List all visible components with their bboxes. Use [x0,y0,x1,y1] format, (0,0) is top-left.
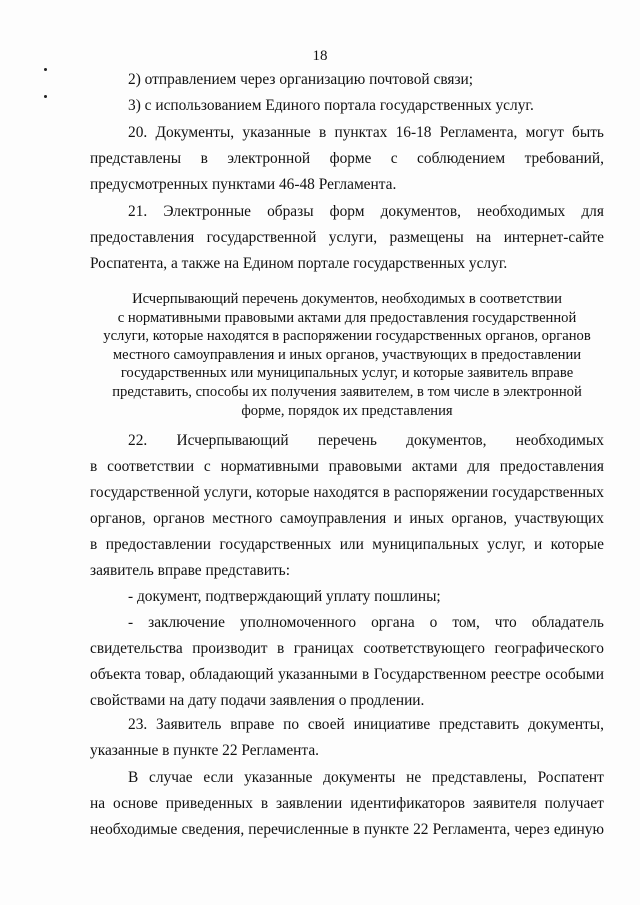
word: 23. [128,716,148,733]
list-item: - документ, подтверждающий уплату пошлины; [128,588,441,605]
text-line [90,712,604,738]
text-line: предусмотренных пунктами 46-48 Регламента. [90,176,397,193]
word: 21. [128,203,148,220]
word: необходимых [515,432,604,449]
word: которые [256,484,310,501]
word: электронной [227,150,311,167]
text-line: Роспатента, а также на Едином портале государственных услуг. [90,255,508,272]
word: 20. [128,124,148,141]
word: получает [544,795,604,812]
word: документов, [380,203,461,220]
word: в [200,150,208,167]
word: товар, [145,666,186,683]
word: самоуправления [279,510,387,527]
word: представлены [90,150,182,167]
word: муниципальных [372,536,479,553]
text-line [90,199,604,225]
word: если [203,769,234,786]
word: инициативе [353,716,431,733]
word: свидетельства [90,640,183,657]
word: с [203,458,211,475]
word: в [382,484,390,501]
word: требований, [524,150,604,167]
word: предоставления [499,458,604,475]
paragraph-document-list [90,584,604,714]
word: уполномоченного [239,614,357,631]
word: реестре [490,666,541,683]
text-line: свойствами на дату подачи заявления о продлении. [90,692,425,709]
text-line [90,428,604,454]
word: в [362,666,370,683]
heading-line: услуги, которые находятся в распоряжении государственных органов, органов [103,328,591,345]
text-line [90,480,604,506]
paragraph-rospatent [90,765,604,843]
word: предоставления [90,229,195,246]
word: в [276,640,285,657]
word: указанные [244,769,313,786]
word: заявителя [472,795,537,812]
word: необходимых [477,203,566,220]
word: или [339,536,364,553]
word: обладатель [531,614,604,631]
word: форм [329,203,365,220]
scan-speck [44,95,47,98]
text-line: заявитель вправе представить: [90,562,290,579]
word: актами [411,458,458,475]
word: местного [212,510,273,527]
text-line [90,662,604,688]
word: на [90,795,106,812]
section-heading [90,290,604,420]
word: документы [323,769,396,786]
word: размещены [389,229,464,246]
heading-line: представить, способы их получения заявителем, в том числе в электронной [112,383,582,400]
word: органа [371,614,415,631]
paragraph-21 [90,199,604,277]
text-line [90,146,604,172]
word: Документы, [155,124,235,141]
word: государственных [219,536,332,553]
word: образы [267,203,314,220]
heading-line: местного самоуправления и иных органов, участвующих в предоставлении [112,346,582,363]
word: не [406,769,422,786]
word: основе [112,795,158,812]
list-item [90,610,604,636]
word: государственных [492,484,604,501]
heading-line: Исчерпывающий перечень документов, необходимых в соответствии [132,291,562,307]
word: географического [494,640,604,657]
word: - [128,614,134,631]
word: идентификаторов [350,795,466,812]
word: иных [409,510,444,527]
word: на [476,229,492,246]
word: Заявитель [156,716,222,733]
word: приведенных [165,795,253,812]
word: в [90,536,98,553]
word: соответствии [107,458,195,475]
word: для [581,203,604,220]
word: необходимые [90,821,178,838]
word: государственной [206,229,317,246]
word: документы, [527,716,604,733]
word: 22. [128,432,148,449]
word: вправе [230,716,275,733]
word: своей [307,716,345,733]
scan-speck [44,68,47,71]
word: соответствующего [363,640,485,657]
page-number: 18 [312,48,328,64]
word: обладающий [189,666,274,683]
paragraph-submission-methods [90,67,604,119]
word: случае [149,769,193,786]
word: форме [329,150,372,167]
text-line: 2) отправлением через организацию почтовой связи; [128,71,474,88]
word: в [90,458,98,475]
word: интернет-сайте [503,229,604,246]
word: находятся [313,484,379,501]
word: что [494,614,517,631]
word: участвующих [514,510,604,527]
text-line: указанные в пункте 22 Регламента. [90,742,320,759]
text-line [90,454,604,480]
text-line: 3) с использованием Единого портала государственных услуг. [128,97,534,114]
word: объекта [90,666,141,683]
heading-line: государственных или муниципальных услуг, и которые заявитель вправе [120,365,574,382]
word: Регламента, [432,821,511,838]
word: в [260,795,269,812]
text-line [90,120,604,146]
word: Государственном [373,666,487,683]
paragraph-23 [90,712,604,764]
word: Исчерпывающий [176,432,289,449]
word: услуги, [203,484,253,501]
word: перечисленные [248,821,349,838]
word: указанными [278,666,358,683]
word: органов, [451,510,507,527]
word: пунктах [334,124,388,141]
word: которые [550,536,604,553]
word: особыми [545,666,604,683]
word: нормативными [220,458,319,475]
word: о [429,614,438,631]
word: представить [438,716,520,733]
word: представлены, [431,769,527,786]
text-line [90,791,604,817]
word: заявлении [276,795,343,812]
word: указанные [242,124,311,141]
paragraph-22 [90,428,604,584]
word: через [514,821,550,838]
word: услуг, [487,536,526,553]
word: быть [572,124,604,141]
word: для [467,458,490,475]
word: 16-18 [395,124,432,141]
word: единую [553,821,604,838]
word: государственной [90,484,200,501]
text-line [90,532,604,558]
text-line [90,817,604,843]
word: пункте [363,821,409,838]
heading-line: форме, порядок их представления [241,402,453,419]
text-line [90,636,604,662]
word: услуги, [328,229,378,246]
word: в [352,821,360,838]
word: перечень [317,432,377,449]
word: с [390,150,398,167]
word: правовыми [328,458,402,475]
word: заключение [148,614,225,631]
word: том, [452,614,480,631]
word: распоряжении [394,484,489,501]
word: В [128,769,139,786]
word: и [534,536,543,553]
word: Роспатент [537,769,604,786]
word: документов, [406,432,487,449]
word: Электронные [163,203,252,220]
word: органов [153,510,205,527]
heading-line: с нормативными правовыми актами для предоставления государственной [117,309,577,326]
text-line [90,225,604,251]
word: границах [293,640,354,657]
word: по [283,716,300,733]
text-line [90,765,604,791]
word: органов, [90,510,146,527]
word: и [393,510,402,527]
word: в [318,124,327,141]
word: производит [192,640,268,657]
word: сведения, [181,821,245,838]
word: соблюдением [417,150,506,167]
word: 22 [413,821,429,838]
word: предоставлении [105,536,212,553]
paragraph-20 [90,120,604,198]
text-line [90,506,604,532]
word: могут [525,124,564,141]
word: Регламента, [439,124,518,141]
